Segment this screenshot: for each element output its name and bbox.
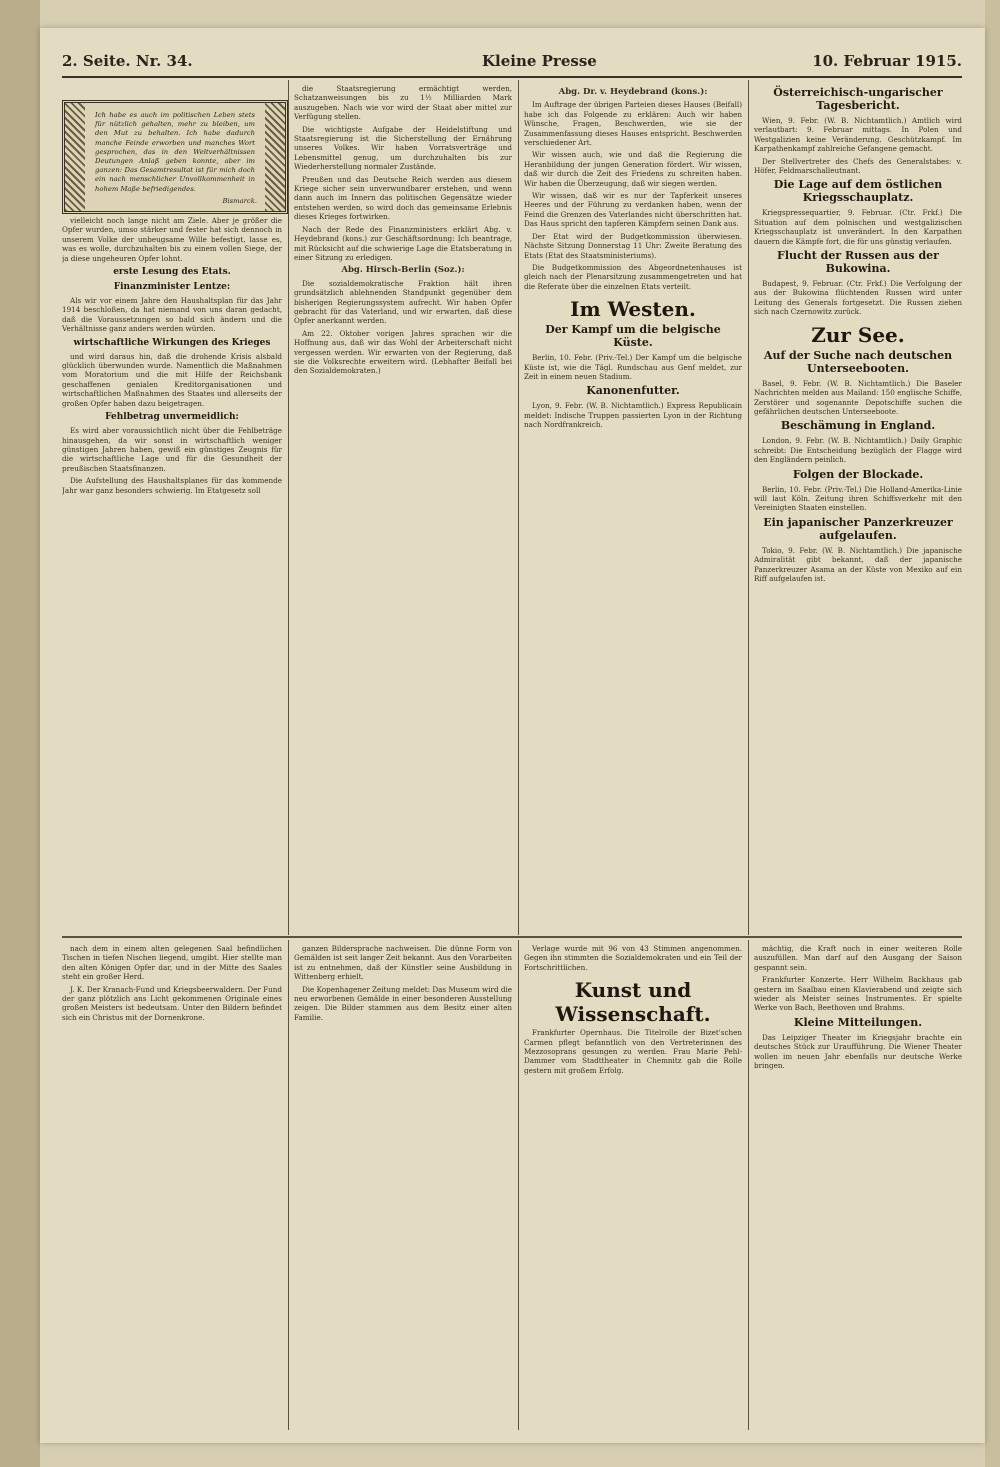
article-paragraph: nach dem in einem alten gelegenen Saal befindlichen Tischen in tiefen Nischen liegend, umgibt. Hier stellte man den alten Königen Opfer dar, und in der Mitte des Saales steht ein großer Herd. [62,944,282,982]
quote-box [62,100,288,214]
article-paragraph: Wien, 9. Febr. (W. B. Nichtamtlich.) Amtlich wird verlautbart: 9. Februar mittags. In Polen und Westgalizien keine Veränderung. Geschützkampf. Im Karpathenkampf zahlreiche Gefangene gemacht. [754,116,962,154]
article-paragraph: Verlage wurde mit 96 von 43 Stimmen angenommen. Gegen ihn stimmten die Sozialdemokraten und ein Teil der Fortschrittlichen. [524,944,742,972]
article-paragraph: Die Aufstellung des Haushaltsplanes für das kommende Jahr war ganz besonders schwierig. Im Etatgesetz soll [62,476,282,495]
article-paragraph: ganzen Bildersprache nachweisen. Die dünne Form von Gemälden ist seit langer Zeit bekannt. Aus den Vorarbeiten ist zu entnehmen, daß der Künstler seine Ausbildung in Wittenberg erhielt. [294,944,512,982]
article-paragraph: Berlin, 10. Febr. (Priv.-Tel.) Die Holland-Amerika-Linie will laut Köln. Zeitung ihren Schiffsverkehr mit den Vereinigten Staaten einstellen. [754,484,962,513]
section-heading: Österreichisch-ungarischer Tagesbericht. [773,86,943,112]
article-paragraph: mächtig, die Kraft noch in einer weiteren Rolle auszufüllen. Man darf auf den Ausgang der Saison gespannt sein. [754,944,962,972]
section-heading: Ein japanischer Panzerkreuzer aufgelaufen. [763,515,953,542]
section-heading: Flucht der Russen aus der Bukowina. [777,249,939,276]
section-title: Zur See. [811,322,905,347]
page-number: 2. Seite. Nr. 34. [62,52,193,70]
quote-signature: Bismarck. [222,197,257,205]
article-column-3 [524,84,742,931]
newspaper-title: Kleine Presse [482,52,597,70]
article-paragraph: Frankfurter Konzerte. Herr Wilhelm Backhaus gab gestern im Saalbau einen Klavierabend und zeigte sich wieder als Meister seines Instrumentes. Er spielte Werke von Bach, Beethoven und Brahms. [754,975,962,1013]
column-rule [518,940,519,1430]
section-heading: wirtschaftliche Wirkungen des Krieges [73,337,271,348]
article-paragraph: Kriegspressequartier, 9. Februar. (Ctr. Frkf.) Die Situation auf dem polnischen und westgalizischen Kriegsschauplatz ist unverändert. In den Karpathen dauern die Kämpfe fort, die für uns günstig verlaufen. [754,208,962,246]
section-heading: Finanzminister Lentze: [113,282,231,293]
section-heading: Folgen der Blockade. [792,467,924,481]
article-paragraph: Der Etat wird der Budgetkommission überwiesen. Nächste Sitzung Donnerstag 11 Uhr: Zweite Beratung des Etats (Etat des Staatsministeriums). [524,231,742,260]
article-paragraph: Es wird aber voraussichtlich nicht über die Fehlbeträge hinausgehen, da wir sonst in wirtschaftlich weniger günstigen Jahren haben, gewiß ein günstiges Zeugnis für die wirtschaftliche Lage und für die Gesundheit der preußischen Staatsfinanzen. [62,426,282,473]
column-rule [288,940,289,1430]
article-paragraph: Tokio, 9. Febr. (W. B. Nichtamtlich.) Die japanische Admiralität gibt bekannt, daß der japanische Panzerkreuzer Asama an der Küste von Mexiko auf ein Riff aufgelaufen ist. [754,545,962,583]
ornament-border [65,103,85,211]
column-rule [748,80,749,935]
article-paragraph: Berlin, 10. Febr. (Priv.-Tel.) Der Kampf um die belgische Küste ist, wie die Tägl. Rundschau aus Genf meldet, zur Zeit in einem neuen Stadium. [524,353,742,381]
article-paragraph: vielleicht noch lange nicht am Ziele. Aber je größer die Opfer wurden, umso stärker und fester hat sich dennoch in unserem Volke der unbeugsame Wille befestigt, lasse es, was es wolle, durchzuhalten bis zu einem vollen Siege, der ja diese ungeheuren Opfer lohnt. [62,216,282,263]
feuilleton-column-2 [294,944,512,1429]
section-heading: Beschämung in England. [780,419,936,433]
section-divider [62,936,962,938]
binding-strip [0,0,40,1467]
section-heading: Fehlbetrag unvermeidlich: [105,412,239,423]
article-paragraph: und wird daraus hin, daß die drohende Krisis alsbald glücklich überwunden wurde. Namentlich die Maßnahmen vom Moratorium und die mit Hilfe der Reichsbank geschaffenen genialen Kreditorganisationen und wirtschaftlichen Maßnahmen des Staates und allerseits der großen Opfer haben dazu beigetragen. [62,351,282,408]
column-rule [748,940,749,1430]
article-paragraph: London, 9. Febr. (W. B. Nichtamtlich.) Daily Graphic schreibt: Die Entscheidung bezüglich der Flagge wird den Engländern peinlich. [754,436,962,465]
article-paragraph: Frankfurter Opernhaus. Die Titelrolle der Bizet'schen Carmen pflegt befanntlich von den Vertreterinnen des Mezzosoprans gesungen zu werden. Frau Marie Pehl-Dammer vom Stadttheater in Chemnitz gab die Rolle gestern mit großem Erfolg. [524,1028,742,1075]
section-subtitle: Kanonenfutter. [586,384,680,398]
feuilleton-column-3 [524,944,742,1429]
article-paragraph: Im Auftrage der übrigen Parteien dieses Hauses (Beifall) habe ich das Folgende zu erklären: Auch wir haben Wünsche, Fragen, Beschwerden, wie sie der Zusammenfassung dieses Hauses entspricht. Beschwerden verschiedener Art. [524,100,742,148]
article-paragraph: J. K. Der Kranach-Fund und Kriegsbeerwaldern. Der Fund der ganz plötzlich ans Licht gekommenen Originale eines großen Meisters ist bedeutsam. Unter den Bildern befindet sich ein Christus mit der Dornenkrone. [62,984,282,1022]
section-subtitle: Der Kampf um die belgische Küste. [545,323,721,350]
ornament-border [265,103,285,211]
article-paragraph: Am 22. Oktober vorigen Jahres sprachen wir die Hoffnung aus, daß wir das Wohl der Arbeiterschaft nicht vergessen werden. Wir erwarten von der Regierung, daß sie die Volksrechte erweitern wird. (Lebhafter Beifall bei den Sozialdemokraten.) [294,328,512,376]
article-paragraph: Lyon, 9. Febr. (W. B. Nichtamtlich.) Express Republicain meldet: Indische Truppen passierten Lyon in der Richtung nach Nordfrankreich. [524,401,742,430]
speaker-heading: Abg. Hirsch-Berlin (Soz.): [341,265,465,276]
speaker-heading: Abg. Dr. v. Heydebrand (kons.): [558,87,708,97]
signature-line: Der Stellvertreter des Chefs des Generalstabes: v. Höfer, Feldmarschalleutnant. [754,156,962,176]
article-paragraph: Budapest, 9. Februar. (Ctr. Frkf.) Die Verfolgung der aus der Bukowina flüchtenden Russen wird unter Leitung des Generals fortgesetzt. Die Russen ziehen sich nach Czernowitz zurück. [754,279,962,317]
feuilleton-column-1 [62,944,282,1429]
article-column-1 [62,216,282,931]
article-paragraph: Wir wissen auch, wie und daß die Regierung die Heranbildung der jungen Generation fördert. Wir wissen, daß wir durch die Zeit des Friedens zu schreiten haben. Wir haben die Überzeugung, daß wir siegen werden. [524,150,742,188]
page-header [62,48,962,78]
section-heading: erste Lesung des Etats. [113,267,231,278]
article-paragraph: Die Kopenhagener Zeitung meldet: Das Museum wird die neu erworbenen Gemälde in einer besonderen Ausstellung zeigen. Die Bilder stammen aus dem Besitz einer alten Familie. [294,984,512,1022]
section-title: Im Westen. [570,297,696,322]
section-heading: Die Lage auf dem östlichen Kriegsschauplatz. [773,178,943,205]
article-paragraph: Basel, 9. Febr. (W. B. Nichtamtlich.) Die Baseler Nachrichten melden aus Mailand: 150 englische Schiffe, Zerstörer und sogenannte Depotschiffe suchen die gefährlichen deutschen Unterseeboote. [754,378,962,416]
article-paragraph: Als wir vor einem Jahre den Haushaltsplan für das Jahr 1914 beschloßen, da hat niemand von uns daran gedacht, daß die Voraussetzungen so bald sich ändern und die Verhältnisse ganz anders werden würden. [62,296,282,334]
quote-text: Ich habe es auch im politischen Leben stets für nützlich gehalten, mehr zu bleiben, um den Mut zu behalten. Ich habe dadurch manche Feinde erworben und manches Wort gesprochen, das in den Weltverhältnissen Deutungen Anlaß geben konnte, aber im ganzen: Das Gesamtresultat ist für mich doch ein nach menschlicher Unvollkommenheit in hohem Maße befriedigendes. [95,111,255,193]
article-paragraph: Nach der Rede des Finanzministers erklärt Abg. v. Heydebrand (kons.) zur Geschäftsordnung: Ich beantrage, mit Rücksicht auf die schwierige Lage die Etatsberatung in einer Sitzung zu erledigen. [294,224,512,262]
feuilleton-column-4 [754,944,962,1429]
article-paragraph: Die sozialdemokratische Fraktion hält ihren grundsätzlich ablehnenden Standpunkt gegenüber dem bisherigen Regierungssystem aufrecht. Wir haben Opfer gebracht für das Vaterland, und wir erwarten, daß diese Opfer anerkannt werden. [294,278,512,326]
article-paragraph: die Staatsregierung ermächtigt werden, Schatzanweisungen bis zu 1½ Milliarden Mark auszugeben. Nach wie vor wird der Staat aber mittel zur Verfügung stellen. [294,84,512,122]
article-column-2 [294,84,512,931]
section-title: Kunst und Wissenschaft. [555,978,711,1027]
article-paragraph: Preußen und das Deutsche Reich werden aus diesem Kriege sicher sein unverwundbarer erstehen, und wenn dann auch im Innern das politischen Gegensätze wieder entstehen werden, so wird doch das gemeinsame Erlebnis dieses Krieges fortwirken. [294,174,512,222]
page-edge [985,0,1000,1467]
article-column-4 [754,84,962,931]
article-paragraph: Die wichtigste Aufgabe der Heidelstiftung und Staatsregierung ist die Sicherstellung der Ernährung unseres Volkes. Wir haben Vorratsverträge und Lebensmittel genug, um durchzuhalten bis zur Wiederherstellung normaler Zustände. [294,124,512,172]
article-paragraph: Das Leipziger Theater im Kriegsjahr brachte ein deutsches Stück zur Uraufführung. Die Wiener Theater wollen im neuen Jahr ebenfalls nur deutsche Werke bringen. [754,1032,962,1071]
section-heading: Kleine Mitteilungen. [793,1015,923,1029]
article-paragraph: Wir wissen, daß wir es nur der Tapferkeit unseres Heeres und der Führung zu verdanken haben, wenn der Feind die Grenzen des Vaterlandes nicht überschritten hat. Das Haus spricht den tapferen Kämpfern seinen Dank aus. [524,191,742,229]
column-rule [518,80,519,935]
section-subtitle: Auf der Suche nach deutschen Unterseebooten. [763,348,953,375]
newspaper-page [40,28,985,1443]
column-rule [288,80,289,935]
article-paragraph: Die Budgetkommission des Abgeordnetenhauses ist gleich nach der Plenarsitzung zusammengetreten und hat die Referate über die einzelnen Etats verteilt. [524,262,742,291]
issue-date: 10. Februar 1915. [812,52,962,70]
